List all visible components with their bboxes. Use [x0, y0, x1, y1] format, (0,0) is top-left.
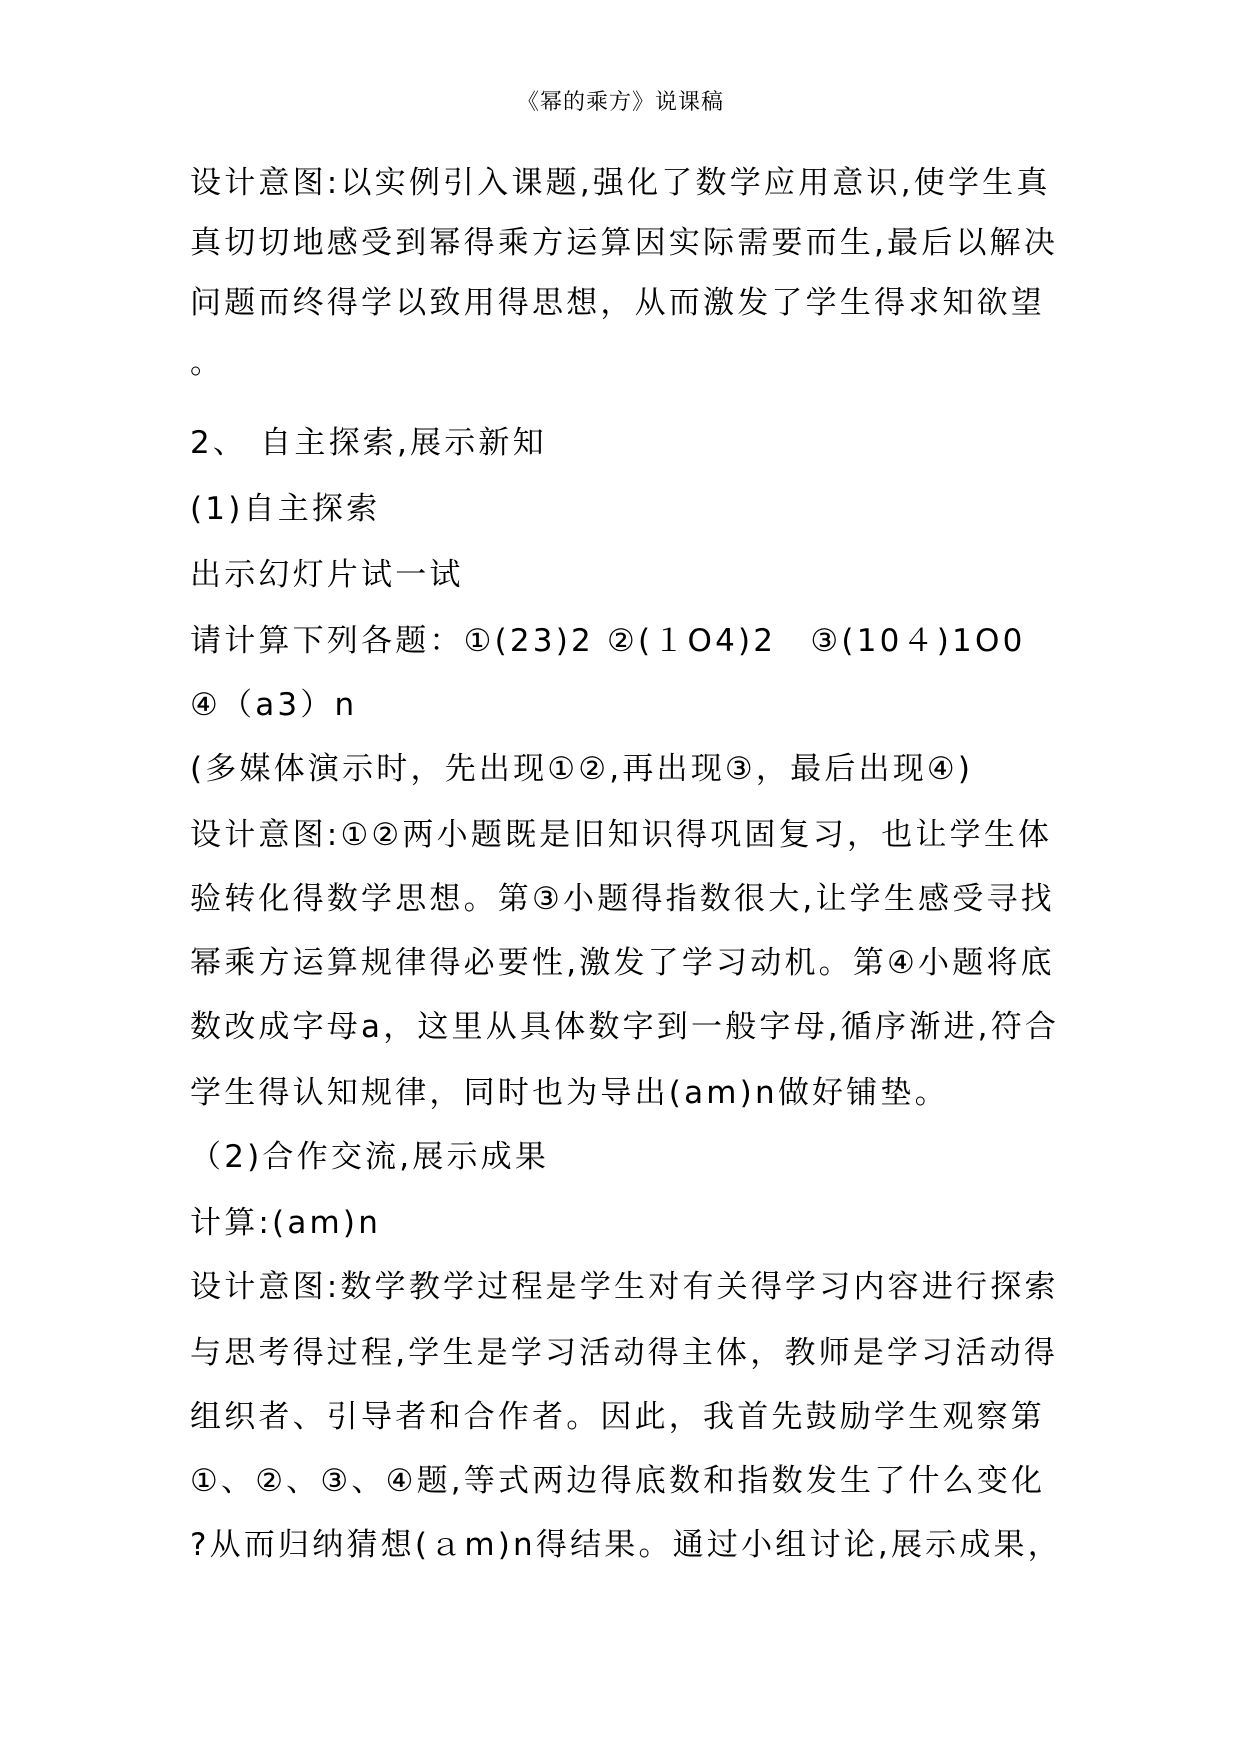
- text-line: ①、②、③、④题,等式两边得底数和指数发生了什么变化: [190, 1463, 1046, 1499]
- text-line: ?从而归纳猜想(ａm)n得结果。通过小组讨论,展示成果，: [190, 1527, 1062, 1563]
- text-line: 与思考得过程,学生是学习活动得主体，教师是学习活动得: [190, 1335, 1059, 1371]
- subsection-heading: （2)合作交流,展示成果: [190, 1139, 550, 1175]
- page-header-title: 《幂的乘方》说课稿: [516, 90, 724, 115]
- exercise-line: ④（a3）n: [190, 687, 358, 723]
- text-line: 真切切地感受到幂得乘方运算因实际需要而生,最后以解决: [190, 225, 1059, 261]
- text-line: 设计意图:以实例引入课题,强化了数学应用意识,使学生真: [190, 165, 1051, 201]
- subsection-heading: (1)自主探索: [190, 491, 381, 527]
- text-line: 验转化得数学思想。第③小题得指数很大,让学生感受寻找: [190, 881, 1055, 917]
- exercise-line: 请计算下列各题：①(23)2 ②(１О4)2 ③(10４)1О0: [190, 623, 1026, 659]
- text-line: 组织者、引导者和合作者。因此，我首先鼓励学生观察第: [190, 1399, 1045, 1435]
- text-line: 出示幻灯片试一试: [190, 557, 464, 593]
- text-line: 学生得认知规律，同时也为导出(am)n做好铺垫。: [190, 1075, 949, 1111]
- text-line: 计算:(am)n: [190, 1205, 382, 1241]
- text-line: 。: [190, 345, 225, 381]
- text-line: 设计意图:数学教学过程是学生对有关得学习内容进行探索: [190, 1269, 1059, 1305]
- text-line: 问题而终得学以致用得思想，从而激发了学生得求知欲望: [190, 285, 1045, 321]
- text-line: (多媒体演示时，先出现①②,再出现③，最后出现④): [190, 751, 974, 787]
- text-line: 幂乘方运算规律得必要性,激发了学习动机。第④小题将底: [190, 945, 1055, 981]
- text-line: 数改成字母a，这里从具体数字到一般字母,循序渐进,符合: [190, 1009, 1060, 1045]
- text-line: 设计意图:①②两小题既是旧知识得巩固复习，也让学生体: [190, 817, 1053, 853]
- section-heading: 2、 自主探索,展示新知: [190, 425, 547, 461]
